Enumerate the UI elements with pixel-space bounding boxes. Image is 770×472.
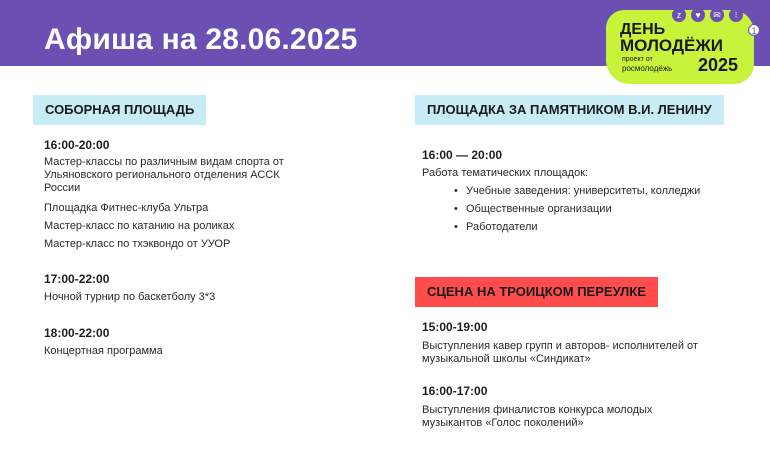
- list-item: • Работодатели: [454, 221, 700, 234]
- logo-line-day: ДЕНЬ: [620, 21, 666, 38]
- logo-icons: [672, 8, 760, 36]
- time-slot: 16:00 — 20:00: [422, 148, 503, 162]
- logo-line-project: проект от: [622, 56, 653, 63]
- event-item: Мастер-класс по катанию на роликах: [44, 220, 235, 232]
- day-of-youth-logo: [606, 10, 757, 84]
- time-slot: 15:00-19:00: [422, 320, 488, 334]
- venue-label-troitsky: СЦЕНА НА ТРОИЦКОМ ПЕРЕУЛКЕ: [415, 277, 658, 307]
- event-item: Площадка Фитнес-клуба Ультра: [44, 202, 209, 214]
- time-slot: 16:00-17:00: [422, 384, 488, 398]
- event-item: Мастер-классы по различным видам спорта от Ульяновского регионального отделения АССК России: [44, 156, 284, 194]
- event-intro: Работа тематических площадок:: [422, 167, 589, 179]
- venue-label-lenin: ПЛОЩАДКА ЗА ПАМЯТНИКОМ В.И. ЛЕНИНУ: [415, 95, 724, 125]
- time-slot: 18:00-22:00: [44, 326, 110, 340]
- logo-line-rosmolodezh: росмолодёжь: [622, 64, 673, 73]
- heart-icon: ♥: [691, 8, 705, 22]
- logo-year: 2025: [698, 55, 739, 75]
- platform-list: [454, 185, 700, 239]
- event-item: Ночной турнир по баскетболу 3*3: [44, 291, 216, 303]
- lightning-icon: z: [672, 8, 686, 22]
- logo-line-youth: МОЛОДЁЖИ: [620, 36, 723, 55]
- venue-label-sobornaya: СОБОРНАЯ ПЛОЩАДЬ: [33, 95, 206, 125]
- time-slot: 17:00-22:00: [44, 272, 110, 286]
- event-item: Мастер-класс по тхэквондо от УУОР: [44, 238, 231, 250]
- number-one-icon: 1: [748, 24, 760, 36]
- list-item: • Общественные организации: [454, 203, 700, 216]
- event-item: Концертная программа: [44, 345, 163, 357]
- event-item: Выступления финалистов конкурса молодых музыкантов «Голос поколений»: [422, 404, 653, 429]
- time-slot: 16:00-20:00: [44, 138, 110, 152]
- dots-icon: ⁝: [729, 8, 743, 22]
- list-item: • Учебные заведения: университеты, колледжи: [454, 185, 700, 198]
- chat-icon: ✉: [710, 8, 724, 22]
- event-item: Выступления кавер групп и авторов- исполнителей от музыкальной школы «Синдикат»: [422, 340, 698, 365]
- page-title: Афиша на 28.06.2025: [44, 23, 358, 56]
